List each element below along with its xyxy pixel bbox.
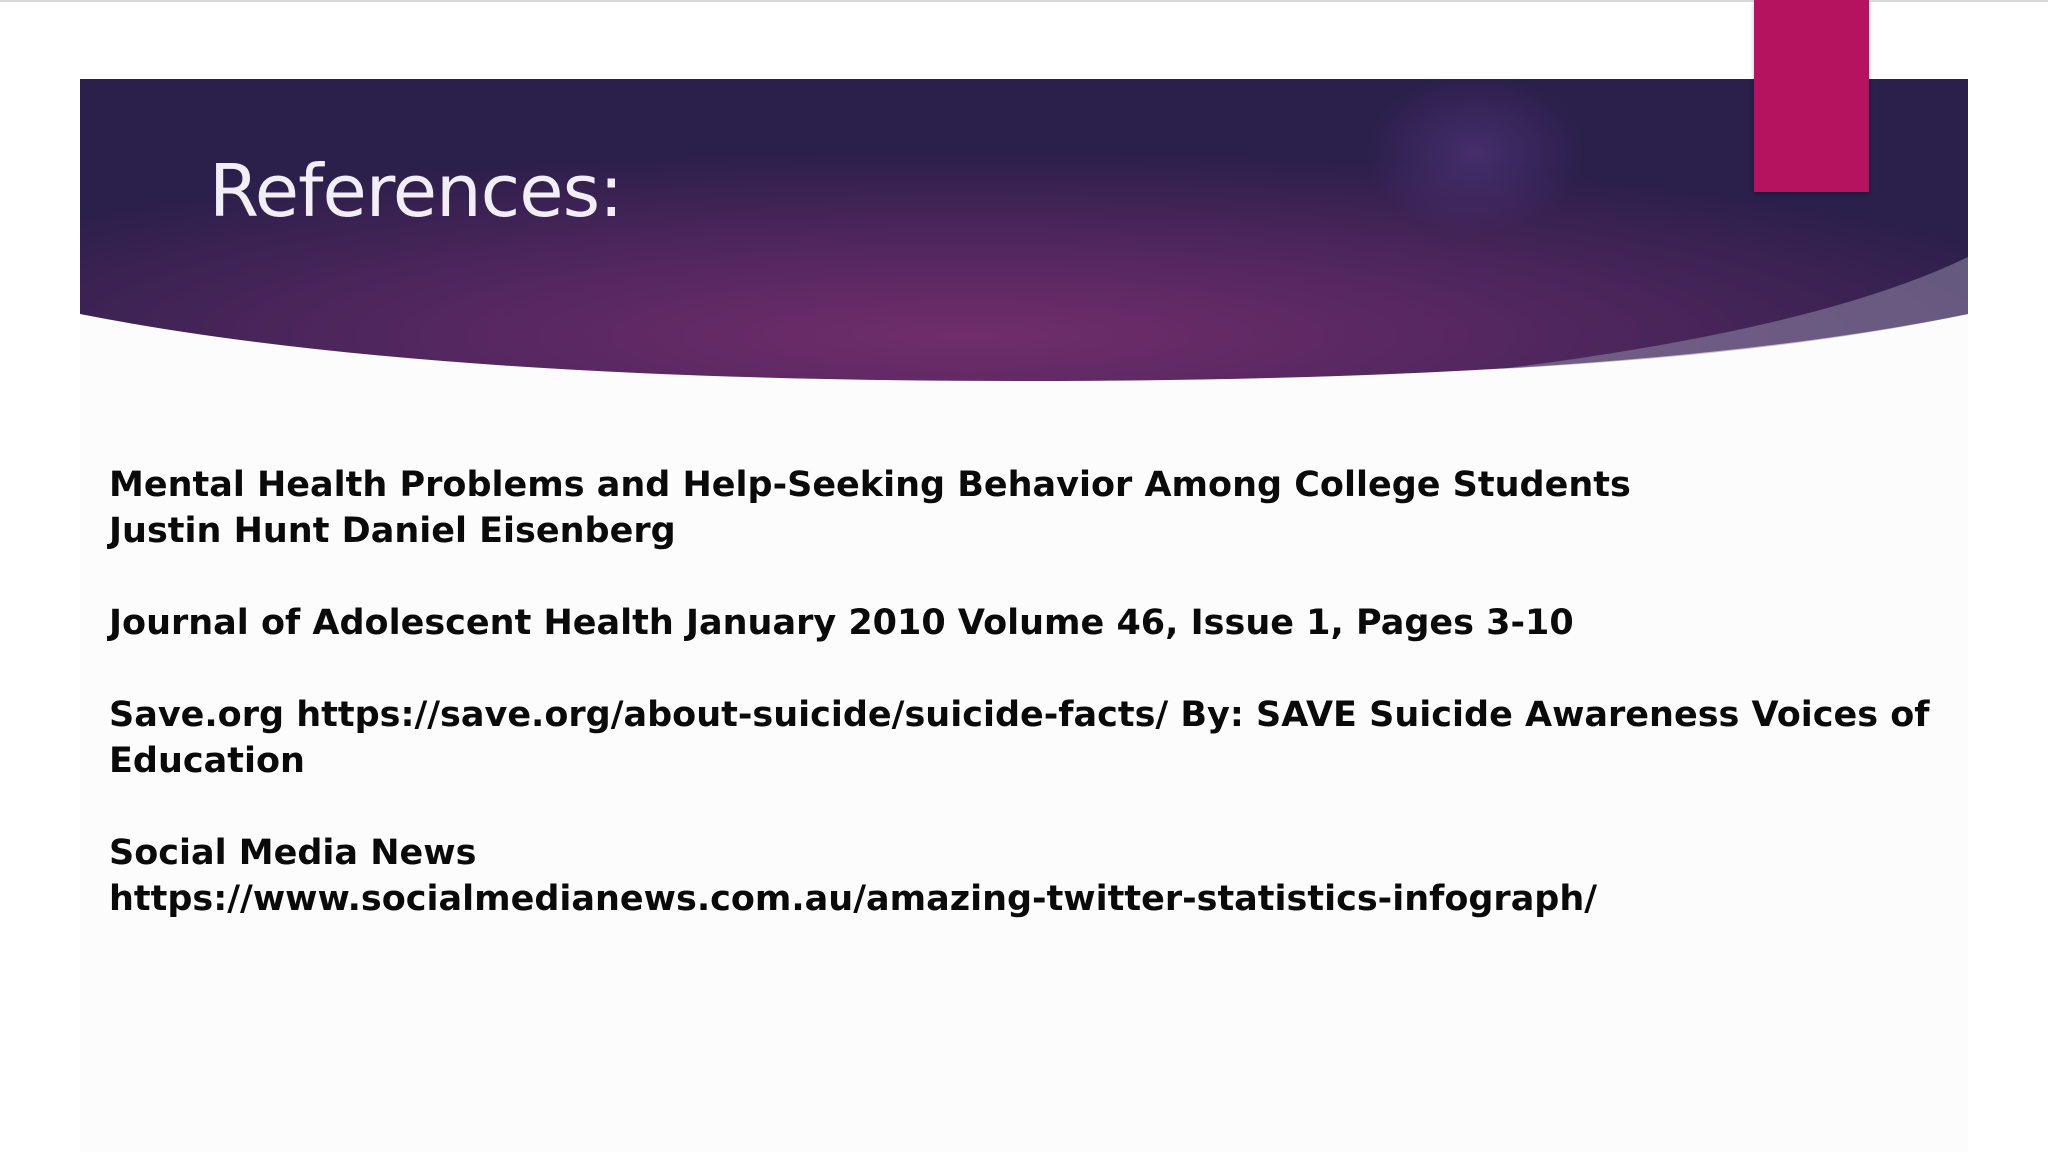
reference-source-continued: Education <box>109 741 305 781</box>
reference-item <box>109 830 1909 922</box>
reference-title: Mental Health Problems and Help-Seeking Behavior Among College Students <box>109 465 1631 505</box>
reference-item <box>109 692 1930 784</box>
slide-title: References: <box>209 149 623 233</box>
window-top-edge <box>0 0 2048 2</box>
reference-item <box>109 462 1909 554</box>
reference-journal: Journal of Adolescent Health January 2010 Volume 46, Issue 1, Pages 3-10 <box>109 603 1574 643</box>
reference-url-link[interactable]: https://www.socialmedianews.com.au/amazing-twitter-statistics-infograph/ <box>109 879 1598 919</box>
reference-source-link[interactable]: Save.org https://save.org/about-suicide/suicide-facts/ By: SAVE Suicide Awareness Voices of <box>109 695 1930 735</box>
reference-item <box>109 600 1909 646</box>
accent-tab <box>1754 0 1869 192</box>
reference-source-name: Social Media News <box>109 833 477 873</box>
reference-authors: Justin Hunt Daniel Eisenberg <box>109 511 676 551</box>
references-list <box>109 462 1930 968</box>
